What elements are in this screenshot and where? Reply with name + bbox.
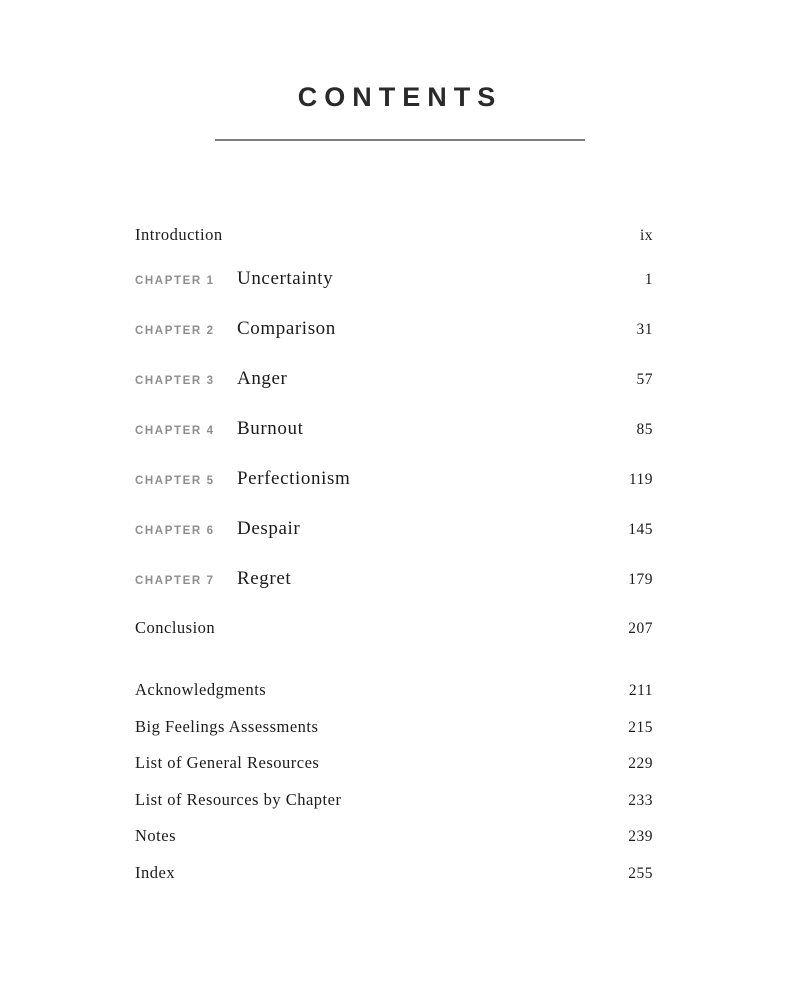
page-number: 255 [628,864,653,882]
page-number: 57 [636,371,653,388]
entry-title: Index [135,862,176,882]
toc-row-left [135,826,176,846]
chapter-label: CHAPTER 7 [135,575,215,587]
toc-row-left [135,568,291,590]
page-number: 119 [628,471,653,488]
toc-row [135,790,653,810]
entry-title: Perfectionism [237,468,351,489]
toc-row [135,368,653,390]
entry-title: Acknowledgments [135,680,267,699]
chapter-label: CHAPTER 6 [135,525,215,537]
toc-row [135,826,653,846]
entry-title: Despair [237,518,301,539]
entry-title: Uncertainty [237,268,334,289]
page-title: CONTENTS [297,82,503,112]
toc-row-left [135,618,215,638]
toc-row [135,418,653,440]
chapter-label: CHAPTER 1 [135,275,215,287]
entry-title: Comparison [237,318,336,339]
front-matter-list [135,225,653,638]
page-number: 239 [628,828,653,845]
chapter-label: CHAPTER 3 [135,375,215,387]
toc-row [135,225,653,245]
toc-row-left [135,680,266,700]
toc-row-left [135,225,223,245]
page-number: 215 [628,718,653,736]
entry-title: List of General Resources [135,753,320,772]
entry-title: Notes [135,826,176,845]
entry-title: List of Resources by Chapter [135,789,342,809]
toc-row-left [135,518,300,540]
toc-row-left [135,717,318,737]
page-number: 1 [644,271,653,288]
title-divider [215,139,585,141]
toc-row-left [135,368,287,390]
toc-row [135,468,653,490]
page-number: 31 [636,321,653,338]
toc-row-left [135,790,341,810]
toc-row [135,753,653,773]
entry-title: Big Feelings Assessments [135,716,319,736]
entry-title: Conclusion [135,618,216,637]
chapter-label: CHAPTER 2 [135,325,215,337]
toc-row [135,568,653,590]
toc-row-left [135,318,336,340]
entry-title: Burnout [237,418,304,439]
toc-row-left [135,418,303,440]
toc-row [135,318,653,340]
page-number: 229 [628,755,653,772]
page-number: 179 [628,571,653,588]
toc-row [135,518,653,540]
toc-row-left [135,753,319,773]
toc-row [135,863,653,883]
toc-row [135,268,653,290]
back-matter-list [135,680,653,883]
table-of-contents [135,225,653,883]
page-number: 207 [628,620,653,637]
entry-title: Regret [237,568,292,589]
page-number: 211 [628,682,653,699]
page-number: ix [639,227,653,244]
chapter-label: CHAPTER 5 [135,475,215,487]
toc-row-left [135,863,175,883]
toc-row [135,717,653,737]
toc-row [135,680,653,700]
chapter-label: CHAPTER 4 [135,425,215,437]
toc-row-left [135,468,350,490]
page-number: 145 [628,521,653,538]
page-number: 233 [628,791,653,809]
page-number: 85 [636,421,653,438]
toc-row [135,618,653,638]
toc-row-left [135,268,333,290]
entry-title: Introduction [135,225,223,244]
entry-title: Anger [237,368,288,389]
